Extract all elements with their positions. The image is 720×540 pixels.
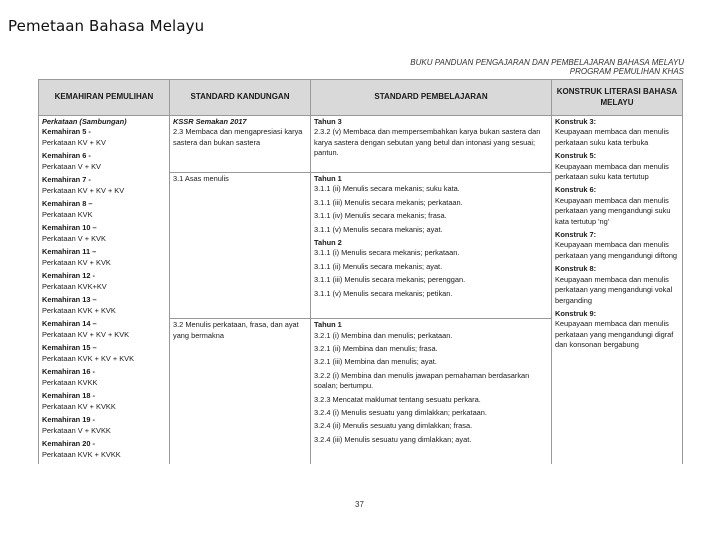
kandungan-item: 3.1 Asas menulis (173, 174, 229, 183)
kemahiran-item: Kemahiran 18 - Perkataan KV + KVKK (42, 391, 116, 411)
pembelajaran-cell (311, 116, 552, 173)
pembelajaran-item: 3.2.3 Mencatat maklumat tentang sesuatu perkara. (314, 394, 481, 404)
pembelajaran-item: 3.1.1 (iv) Menulis secara mekanis; frasa. (314, 211, 447, 221)
kemahiran-item: Kemahiran 5 - Perkataan KV + KV (42, 127, 106, 147)
pembelajaran-item: 3.1.1 (ii) Menulis secara mekanis; suku kata. (314, 184, 460, 194)
konstruk-item: Konstruk 3: Keupayaan membaca dan menulis perkataan suku kata terbuka (555, 117, 669, 147)
pembelajaran-item: 2.3.2 (v) Membaca dan mempersembahkan karya bukan sastera dan karya sastera dengan sebutan yang betul dan intonasi yang sesuai; pantun. (314, 127, 541, 158)
pembelajaran-item: 3.2.1 (ii) Membina dan menulis; frasa. (314, 344, 438, 354)
table-row (39, 116, 683, 173)
konstruk-item: Konstruk 9: Keupayaan membaca dan menulis perkataan yang mengandungi digraf dan konsonan bergabung (555, 308, 674, 350)
pembelajaran-item: 3.2.1 (i) Membina dan menulis; perkataan. (314, 330, 453, 340)
kandungan-cell (170, 319, 311, 465)
document-header (410, 58, 684, 76)
pembelajaran-item: 3.2.4 (ii) Menulis sesuatu yang dimlakkan; frasa. (314, 421, 473, 431)
kemahiran-item: Kemahiran 6 - Perkataan V + KV (42, 151, 101, 171)
pembelajaran-year-title: Tahun 1 (314, 320, 342, 330)
kemahiran-item: Kemahiran 14 – Perkataan KV + KV + KVK (42, 319, 130, 339)
pembelajaran-year-title: Tahun 2 (314, 238, 342, 248)
pembelajaran-item: 3.1.1 (iii) Menulis secara mekanis; perkataan. (314, 197, 463, 207)
kemahiran-item: Kemahiran 16 - Perkataan KVKK (42, 367, 98, 387)
konstruk-cell (552, 116, 683, 465)
header-konstruk-literasi: KONSTRUK LITERASI BAHASA MELAYU (552, 80, 683, 116)
pembelajaran-item: 3.2.4 (i) Menulis sesuatu yang dimlakkan; perkataan. (314, 408, 487, 418)
header-standard-pembelajaran: STANDARD PEMBELAJARAN (311, 80, 552, 116)
kemahiran-item: Kemahiran 7 - Perkataan KV + KV + KV (42, 175, 125, 195)
kandungan-item: 3.2 Menulis perkataan, frasa, dan ayat yang bermakna (173, 320, 299, 340)
document-header-line-1: BUKU PANDUAN PENGAJARAN DAN PEMBELAJARAN BAHASA MELAYU (410, 58, 684, 67)
header-standard-kandungan: STANDARD KANDUNGAN (170, 80, 311, 116)
kandungan-cell (170, 173, 311, 319)
header-row (39, 80, 683, 116)
kemahiran-item: Kemahiran 13 – Perkataan KVK + KVK (42, 295, 116, 315)
slide-title: Pemetaan Bahasa Melayu (8, 17, 205, 35)
pembelajaran-year-title: Tahun 1 (314, 174, 342, 183)
kemahiran-item: Kemahiran 10 – Perkataan V + KVK (42, 223, 106, 243)
pembelajaran-item: 3.2.1 (iii) Membina dan menulis; ayat. (314, 357, 437, 367)
kemahiran-item: Kemahiran 12 - Perkataan KVK+KV (42, 271, 107, 291)
kemahiran-cell (39, 116, 170, 465)
pembelajaran-cell (311, 173, 552, 319)
kemahiran-item: Kemahiran 8 – Perkataan KVK (42, 199, 93, 219)
kemahiran-item: Kemahiran 19 - Perkataan V + KVKK (42, 415, 111, 435)
pembelajaran-item: 3.1.1 (ii) Menulis secara mekanis; ayat. (314, 261, 443, 271)
pembelajaran-item: 3.1.1 (i) Menulis secara mekanis; perkataan. (314, 248, 460, 258)
pembelajaran-item: 3.1.1 (iii) Menulis secara mekanis; perenggan. (314, 275, 466, 285)
page-number: 37 (355, 500, 364, 509)
mapping-table (38, 79, 683, 464)
kemahiran-item: Kemahiran 20 - Perkataan KVK + KVKK (42, 439, 121, 459)
kandungan-title: KSSR Semakan 2017 (173, 117, 247, 126)
pembelajaran-year-title: Tahun 3 (314, 117, 342, 126)
kandungan-item: 2.3 Membaca dan mengapresiasi karya sastera dan bukan sastera (173, 127, 303, 147)
kemahiran-title: Perkataan (Sambungan) (42, 117, 127, 126)
konstruk-item: Konstruk 6: Keupayaan membaca dan menulis perkataan yang mengandungi suku kata tertutup 'ng' (555, 185, 671, 226)
pembelajaran-cell (311, 319, 552, 465)
pembelajaran-item: 3.2.4 (iii) Menulis sesuatu yang dimlakkan; ayat. (314, 434, 472, 444)
konstruk-item: Konstruk 7: Keupayaan membaca dan menulis perkataan yang mengandungi diftong (555, 230, 678, 260)
pembelajaran-item: 3.1.1 (v) Menulis secara mekanis; petikan. (314, 288, 453, 298)
kemahiran-item: Kemahiran 15 – Perkataan KVK + KV + KVK (42, 343, 135, 363)
konstruk-item: Konstruk 8: Keupayaan membaca dan menulis perkataan yang mengandungi vokal berganding (555, 264, 673, 305)
header-kemahiran-pemulihan: KEMAHIRAN PEMULIHAN (39, 80, 170, 116)
document-header-line-2: PROGRAM PEMULIHAN KHAS (569, 67, 684, 76)
kandungan-cell (170, 116, 311, 173)
pembelajaran-item: 3.2.2 (i) Membina dan menulis jawapan pemahaman berdasarkan soalan; bertumpu. (314, 370, 530, 391)
pembelajaran-item: 3.1.1 (v) Menulis secara mekanis; ayat. (314, 224, 443, 234)
kemahiran-item: Kemahiran 11 – Perkataan KV + KVK (42, 247, 111, 267)
konstruk-item: Konstruk 5: Keupayaan membaca dan menulis perkataan suku kata tertutup (555, 151, 669, 182)
